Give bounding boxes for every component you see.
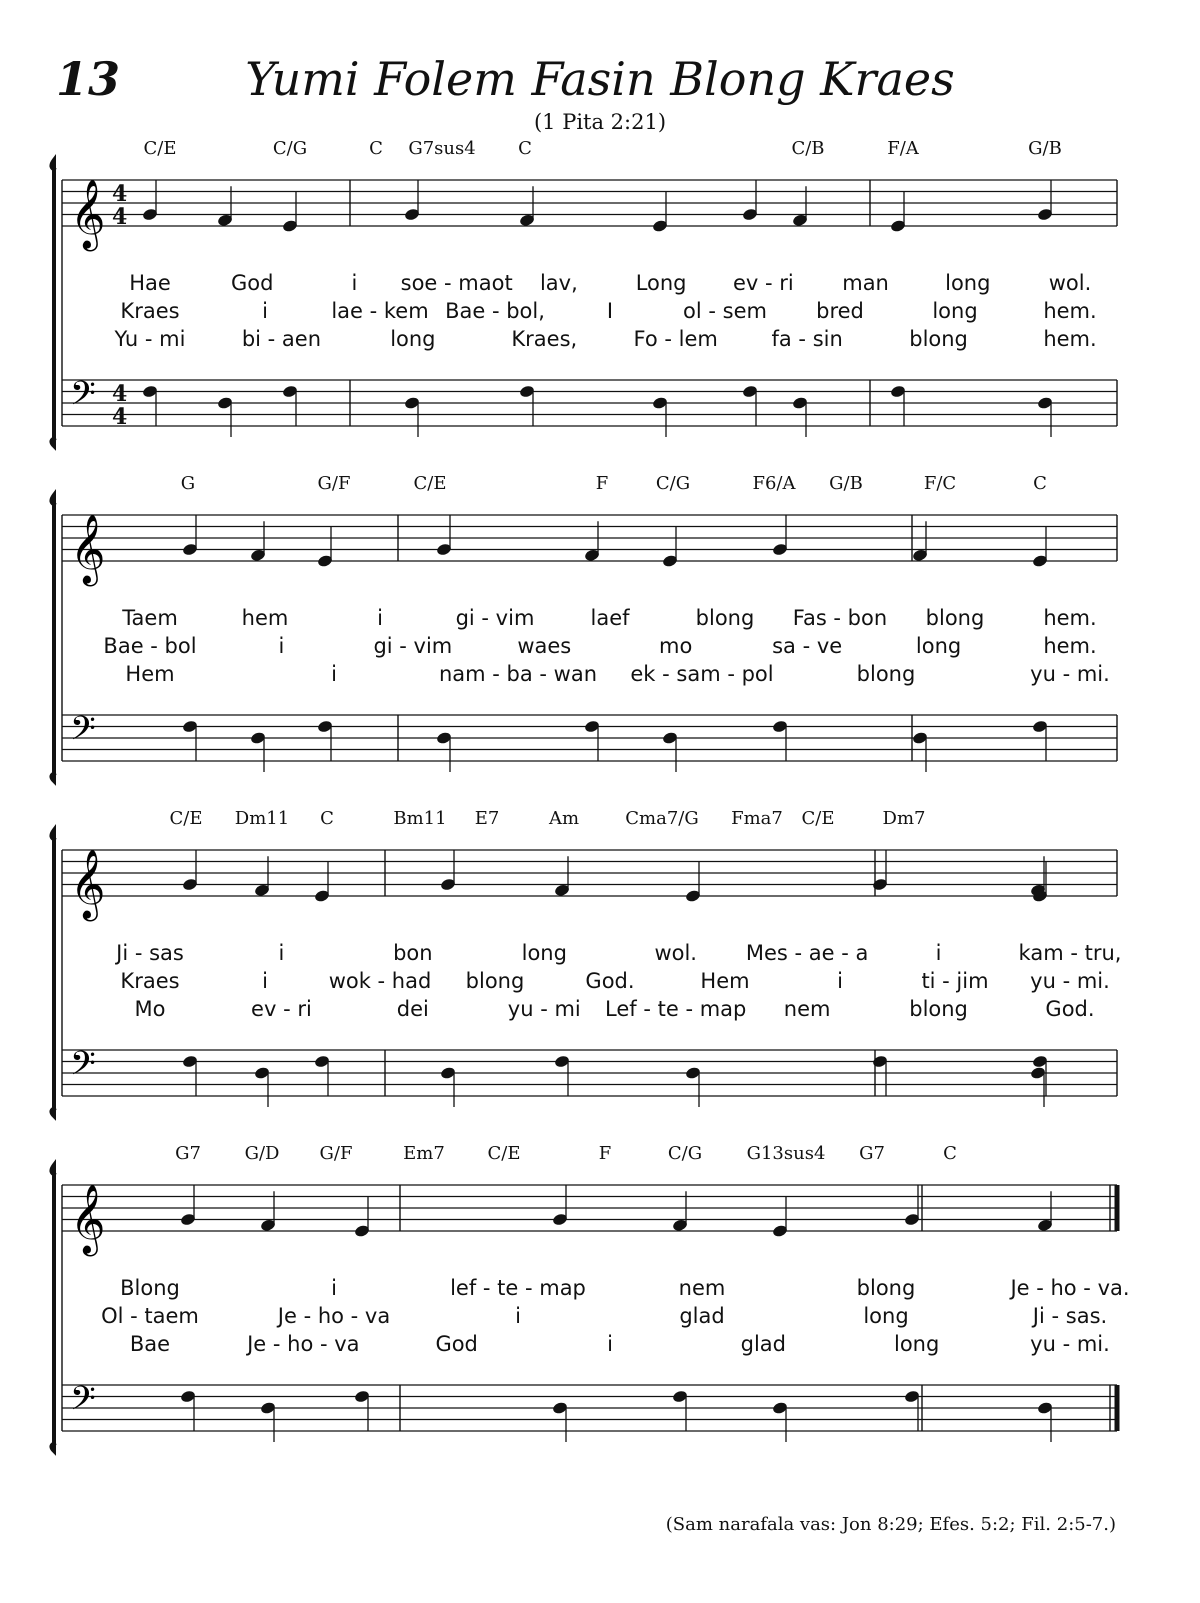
- lyric-word: i: [351, 271, 358, 295]
- lyric-word: Bae - bol: [103, 634, 197, 658]
- chord-symbol: C/E: [801, 808, 835, 829]
- lyric-word: Hem: [125, 662, 175, 686]
- chord-symbol: F6/A: [752, 473, 796, 494]
- chord-symbol: C: [320, 808, 334, 829]
- time-signature-top: 4: [112, 381, 128, 407]
- lyric-word: Fas - bon: [792, 606, 888, 630]
- lyric-word: i: [837, 969, 843, 993]
- lyric-word: Ji - sas.: [1032, 1304, 1108, 1328]
- chord-symbol: C: [518, 138, 532, 159]
- lyric-word: Bae - bol,: [445, 299, 545, 323]
- lyric-word: i: [377, 606, 383, 630]
- lyric-word: long: [932, 299, 978, 323]
- lyric-word: yu - mi.: [1030, 1332, 1110, 1356]
- lyric-word: lef - te - map: [450, 1276, 586, 1300]
- chord-symbol: C/G: [667, 1143, 703, 1164]
- lyric-word: i: [278, 634, 285, 658]
- lyric-word: Blong: [120, 1276, 180, 1300]
- chord-symbol: Fma7: [731, 808, 783, 829]
- chord-symbol: C/G: [272, 138, 308, 159]
- lyric-word: lae - kem: [331, 299, 429, 323]
- chord-symbol: F/A: [887, 138, 919, 159]
- system-bracket: [51, 160, 56, 446]
- treble-clef-icon: 𝄞: [70, 514, 106, 584]
- system-bracket: [51, 1165, 56, 1451]
- lyric-word: blong: [925, 606, 985, 630]
- lyric-word: ti - jim: [921, 969, 989, 993]
- lyric-word: i: [331, 1276, 337, 1300]
- lyric-word: bi - aen: [241, 327, 322, 351]
- lyric-word: yu - mi: [507, 997, 581, 1021]
- lyric-word: I: [606, 299, 614, 323]
- lyric-word: Kraes: [120, 299, 180, 323]
- bass-clef-icon: 𝄢: [70, 710, 96, 756]
- system-bracket: [51, 495, 56, 781]
- lyric-word: i: [262, 969, 268, 993]
- lyric-word: i: [278, 941, 285, 965]
- lyric-word: i: [515, 1304, 521, 1328]
- chord-symbol: Dm7: [882, 808, 926, 829]
- lyric-word: Mo: [134, 997, 166, 1021]
- lyric-word: ol - sem: [683, 299, 767, 323]
- lyric-word: nem: [783, 997, 831, 1021]
- lyric-word: Kraes,: [511, 327, 578, 351]
- lyric-word: hem.: [1043, 299, 1097, 323]
- lyric-word: God: [230, 271, 274, 295]
- lyric-word: yu - mi.: [1030, 969, 1110, 993]
- lyric-word: Fo - lem: [633, 327, 718, 351]
- lyric-word: wol.: [654, 941, 697, 965]
- lyric-word: blong: [909, 997, 968, 1021]
- lyric-word: ev - ri: [251, 997, 312, 1021]
- lyric-word: Mes - ae - a: [745, 941, 869, 965]
- chord-symbol: E7: [474, 808, 500, 829]
- lyric-word: wok - had: [328, 969, 432, 993]
- chord-symbol: G/B: [829, 473, 863, 494]
- lyric-word: man: [842, 271, 889, 295]
- lyric-word: Kraes: [120, 969, 180, 993]
- chord-symbol: G13sus4: [746, 1143, 826, 1164]
- lyric-word: Hem: [700, 969, 750, 993]
- lyric-word: blong: [465, 969, 525, 993]
- lyric-word: long: [945, 271, 991, 295]
- lyric-word: kam - tru,: [1018, 941, 1122, 965]
- lyric-word: ek - sam - pol: [630, 662, 774, 686]
- chord-symbol: C: [1033, 473, 1047, 494]
- lyric-word: laef: [590, 606, 630, 630]
- chord-symbol: Am: [548, 808, 580, 829]
- treble-clef-icon: 𝄞: [70, 849, 106, 919]
- bass-clef-icon: 𝄢: [70, 1045, 96, 1091]
- lyric-word: glad: [679, 1304, 725, 1328]
- related-scriptures-footer: (Sam narafala vas: Jon 8:29; Efes. 5:2; Fil. 2:5-7.): [665, 1514, 1116, 1535]
- lyric-word: sa - ve: [772, 634, 843, 658]
- lyric-word: glad: [740, 1332, 787, 1356]
- lyric-word: blong: [695, 606, 755, 630]
- chord-symbol: G/F: [317, 473, 351, 494]
- lyric-word: nam - ba - wan: [438, 662, 598, 686]
- lyric-word: hem.: [1043, 327, 1097, 351]
- chord-symbol: G/D: [244, 1143, 280, 1164]
- chord-symbol: C/E: [413, 473, 447, 494]
- treble-clef-icon: 𝄞: [70, 179, 106, 249]
- lyric-word: blong: [909, 327, 968, 351]
- lyric-word: Je - ho - va.: [1010, 1276, 1130, 1300]
- bass-clef-icon: 𝄢: [70, 1380, 96, 1426]
- lyric-word: gi - vim: [455, 606, 535, 630]
- lyric-word: Lef - te - map: [605, 997, 747, 1021]
- lyric-word: mo: [659, 634, 693, 658]
- lyric-word: soe - maot: [400, 271, 513, 295]
- lyric-word: Ol - taem: [101, 1304, 199, 1328]
- lyric-word: long: [863, 1304, 909, 1328]
- chord-symbol: G7: [859, 1143, 885, 1164]
- hymn-title: Yumi Folem Fasin Blong Kraes: [245, 52, 955, 106]
- lyric-word: bred: [816, 299, 864, 323]
- lyric-word: Yu - mi: [114, 327, 186, 351]
- lyric-word: Taem: [122, 606, 178, 630]
- system-4: [51, 1143, 1129, 1451]
- lyric-word: Je - ho - va: [277, 1304, 391, 1328]
- lyric-word: long: [894, 1332, 940, 1356]
- chord-symbol: Cma7/G: [625, 808, 699, 829]
- chord-symbol: Em7: [403, 1143, 445, 1164]
- chord-symbol: F/C: [923, 473, 957, 494]
- lyric-word: blong: [856, 662, 916, 686]
- lyric-word: bon: [393, 941, 433, 965]
- lyric-word: nem: [678, 1276, 726, 1300]
- chord-symbol: G/F: [319, 1143, 353, 1164]
- chord-symbol: G/B: [1028, 138, 1062, 159]
- chord-symbol: C/E: [143, 138, 177, 159]
- bass-clef-icon: 𝄢: [70, 375, 96, 421]
- lyric-word: fa - sin: [771, 327, 843, 351]
- time-signature-top: 4: [112, 181, 128, 207]
- chord-symbol: Dm11: [234, 808, 290, 829]
- lyric-word: God.: [1045, 997, 1095, 1021]
- lyric-word: dei: [396, 997, 429, 1021]
- lyric-word: hem.: [1043, 606, 1097, 630]
- chord-symbol: F: [598, 1143, 612, 1164]
- lyric-word: Long: [635, 271, 687, 295]
- chord-symbol: C/G: [655, 473, 691, 494]
- lyric-word: long: [915, 634, 962, 658]
- lyric-word: Je - ho - va: [247, 1332, 360, 1356]
- system-3: [51, 808, 1121, 1116]
- chord-symbol: C: [369, 138, 383, 159]
- lyric-word: long: [521, 941, 567, 965]
- lyric-word: Ji - sas: [116, 941, 184, 965]
- lyric-word: i: [935, 941, 942, 965]
- chord-symbol: C/E: [487, 1143, 521, 1164]
- system-1: [51, 138, 1117, 446]
- time-signature-bottom: 4: [112, 204, 128, 230]
- system-bracket: [51, 830, 56, 1116]
- lyric-word: hem: [241, 606, 289, 630]
- chord-symbol: C/E: [169, 808, 203, 829]
- system-2: [51, 473, 1117, 781]
- lyric-word: blong: [856, 1276, 916, 1300]
- scripture-reference: (1 Pita 2:21): [533, 110, 667, 134]
- treble-clef-icon: 𝄞: [70, 1184, 106, 1254]
- lyric-word: God: [435, 1332, 478, 1356]
- chord-symbol: F: [595, 473, 609, 494]
- chord-symbol: G7: [175, 1143, 201, 1164]
- lyric-word: gi - vim: [373, 634, 453, 658]
- lyric-word: waes: [517, 634, 572, 658]
- time-signature-bottom: 4: [112, 404, 128, 430]
- lyric-word: i: [607, 1332, 613, 1356]
- chord-symbol: G: [180, 473, 196, 494]
- lyric-word: Hae: [129, 271, 171, 295]
- lyric-word: long: [390, 327, 436, 351]
- lyric-word: God.: [585, 969, 635, 993]
- lyric-word: i: [331, 662, 337, 686]
- lyric-word: Bae: [129, 1332, 171, 1356]
- chord-symbol: C/B: [791, 138, 825, 159]
- chord-symbol: C: [943, 1143, 957, 1164]
- hymn-number: 13: [56, 52, 121, 106]
- lyric-word: yu - mi.: [1030, 662, 1110, 686]
- lyric-word: ev - ri: [732, 271, 794, 295]
- lyric-word: i: [262, 299, 268, 323]
- lyric-word: hem.: [1043, 634, 1097, 658]
- chord-symbol: Bm11: [393, 808, 447, 829]
- lyric-word: wol.: [1048, 271, 1092, 295]
- chord-symbol: G7sus4: [408, 138, 476, 159]
- lyric-word: lav,: [539, 271, 578, 295]
